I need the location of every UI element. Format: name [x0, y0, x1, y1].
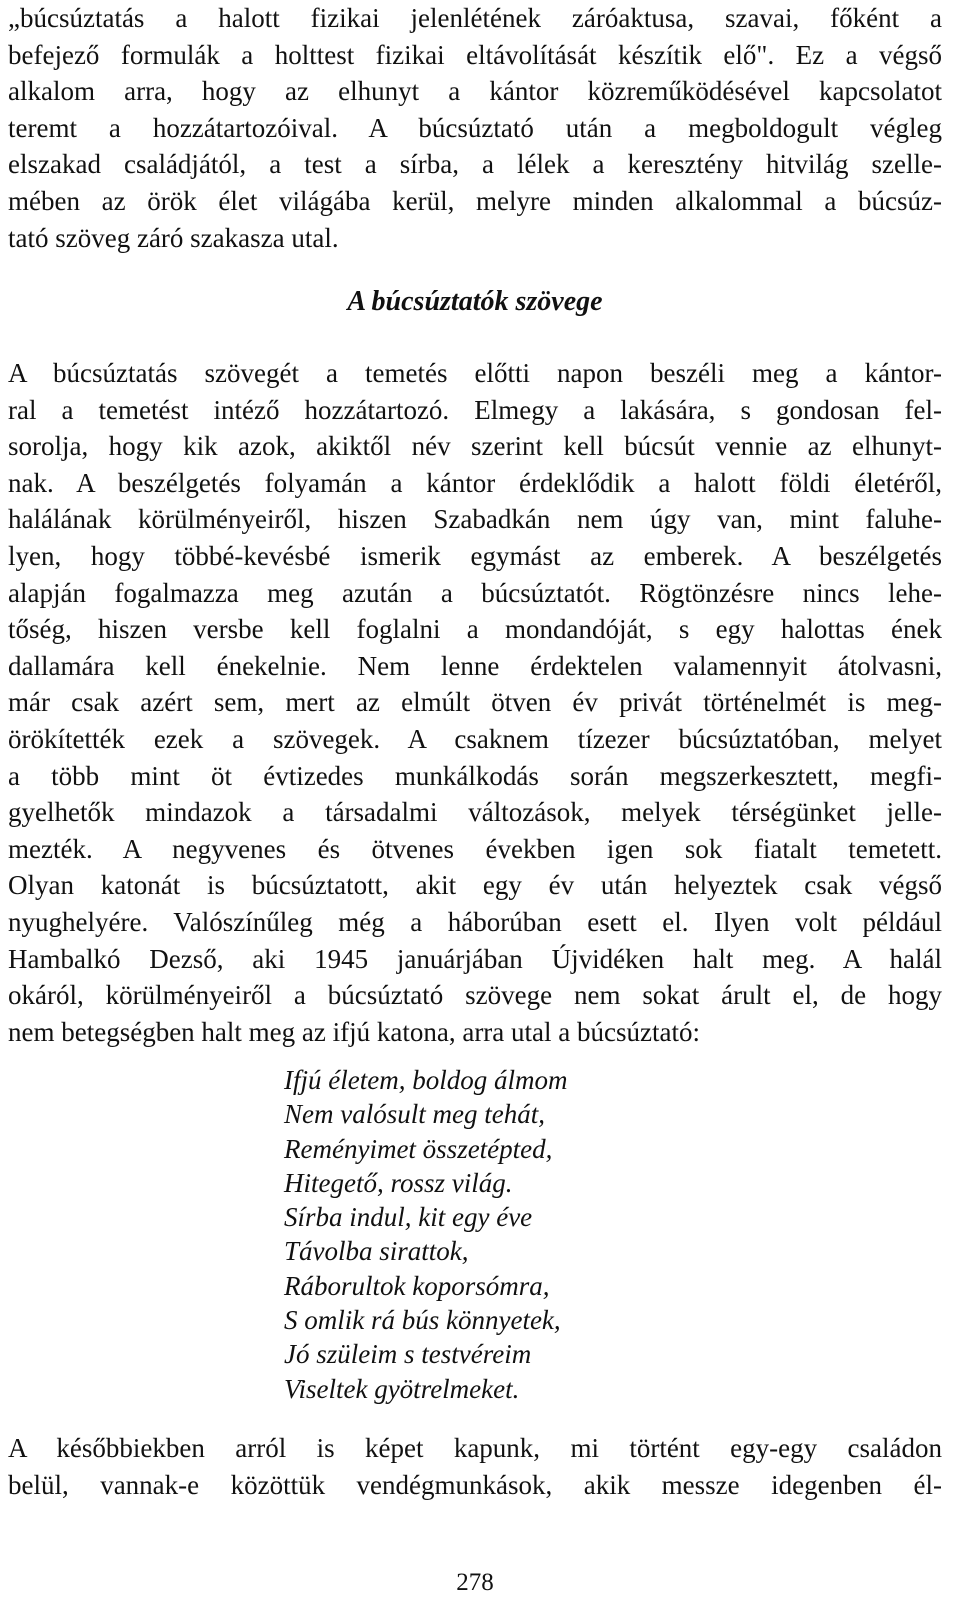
text-line: elszakad családjától, a test a sírba, a lélek a keresztény hitvilág szelle-	[8, 149, 942, 180]
text-line: a több mint öt évtizedes munkálkodás során megszerkesztett, megfi-	[8, 760, 942, 791]
text-line: A búcsúztatás szövegét a temetés előtti napon beszéli meg a kántor-	[8, 358, 942, 388]
text-line: teremt a hozzátartozóival. A búcsúztató után a megboldogult végleg	[8, 112, 942, 143]
paragraph-2	[8, 355, 942, 1050]
text-line: mében az örök élet világába kerül, melyre minden alkalommal a búcsúz-	[8, 185, 942, 216]
text-line: nak. A beszélgetés folyamán a kántor érdeklődik a halott földi életéről,	[8, 467, 942, 498]
text-line: okáról, körülményeiről a búcsúztató szövege nem sokat árult el, de hogy	[8, 980, 942, 1011]
text-line: nyughelyére. Valószínűleg még a háborúban esett el. Ilyen volt például	[8, 906, 942, 937]
poem-line: Sírba indul, kit egy éve	[284, 1202, 533, 1233]
poem-line: S omlik rá bús könnyetek,	[284, 1305, 561, 1336]
text-line: gyelhetők mindazok a társadalmi változások, melyek térségünket jelle-	[8, 797, 942, 828]
text-line: ral a temetést intéző hozzátartozó. Elmegy a lakására, s gondosan fel-	[8, 394, 942, 425]
paragraph-1-text	[8, 0, 942, 256]
page-number: 278	[456, 1569, 494, 1596]
poem-line: Nem valósult meg tehát,	[284, 1099, 545, 1130]
section-heading: A búcsúztatók szövege	[347, 286, 603, 317]
text-line: alapján fogalmazza meg azután a búcsúztatót. Rögtönzésre nincs lehe-	[8, 577, 942, 608]
poem-line: Viseltek gyötrelmeket.	[284, 1373, 520, 1404]
text-line: tató szöveg záró szakasza utal.	[8, 222, 339, 253]
poem-line: Ráborultok koporsómra,	[284, 1270, 550, 1301]
poem	[284, 1063, 567, 1406]
poem-line: Távolba sirattok,	[284, 1236, 469, 1267]
text-line: befejező formulák a holttest fizikai eltávolítását készítik elő". Ez a végső	[8, 39, 942, 70]
paragraph-3	[8, 1430, 942, 1503]
text-line: Olyan katonát is búcsúztatott, akit egy év után helyeztek csak végső	[8, 870, 942, 901]
text-line: A későbbiekben arról is képet kapunk, mi történt egy-egy családon	[8, 1433, 942, 1463]
text-line: „búcsúztatás a halott fizikai jelenlétének záróaktusa, szavai, főként a	[8, 3, 942, 33]
text-line: alkalom arra, hogy az elhunyt a kántor közreműködésével kapcsolatot	[8, 76, 942, 107]
poem-line: Jó szüleim s testvéreim	[284, 1339, 532, 1370]
text-line: tőség, hiszen versbe kell foglalni a mondandóját, s egy halottas ének	[8, 614, 942, 645]
paragraph-3-text	[8, 1430, 942, 1503]
text-line: sorolja, hogy kik azok, akiktől név szerint kell búcsút vennie az elhunyt-	[8, 431, 942, 462]
text-line: dallamára kell énekelnie. Nem lenne érdektelen valamennyit átolvasni,	[8, 650, 942, 681]
text-line: belül, vannak-e közöttük vendégmunkások, akik messze idegenben él-	[8, 1469, 942, 1500]
poem-line: Reményimet összetépted,	[284, 1133, 553, 1164]
poem-line: Hitegető, rossz világ.	[284, 1167, 513, 1198]
text-line: lyen, hogy többé-kevésbé ismerik egymást az emberek. A beszélgetés	[8, 540, 942, 571]
text-line: halálának körülményeiről, hiszen Szabadkán nem úgy van, mint faluhe-	[8, 504, 942, 535]
paragraph-1	[8, 0, 942, 256]
text-line: örökítették ezek a szövegek. A csaknem tízezer búcsúztatóban, melyet	[8, 723, 942, 754]
text-line: Hambalkó Dezső, aki 1945 januárjában Újvidéken halt meg. A halál	[8, 943, 942, 974]
paragraph-2-text	[8, 355, 942, 1050]
text-line: már csak azért sem, mert az elmúlt ötven év privát történelmét is meg-	[8, 687, 942, 718]
poem-line: Ifjú életem, boldog álmom	[284, 1065, 568, 1095]
text-line: nem betegségben halt meg az ifjú katona, arra utal a búcsúztató:	[8, 1016, 700, 1047]
text-line: mezték. A negyvenes és ötvenes években igen sok fiatalt temetett.	[8, 833, 942, 864]
